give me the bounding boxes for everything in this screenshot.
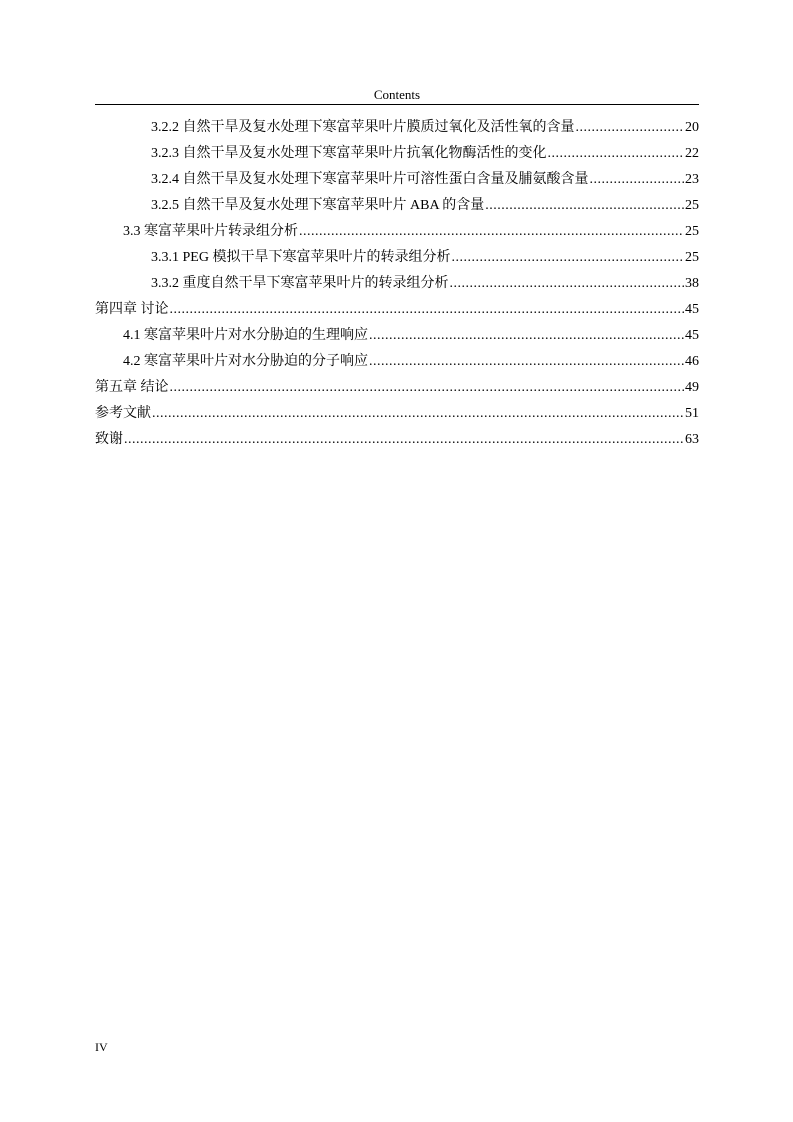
toc-entry-label: 3.2.4 自然干旱及复水处理下寒富苹果叶片可溶性蛋白含量及脯氨酸含量 (151, 172, 589, 187)
page-number: IV (95, 1040, 108, 1054)
toc-entry-label: 第五章 结论 (95, 380, 169, 395)
toc-leader-dots (369, 323, 684, 349)
toc-leader-dots (590, 167, 685, 193)
toc-entry-3-2-5[interactable] (95, 193, 699, 219)
toc-entry-label: 3.2.3 自然干旱及复水处理下寒富苹果叶片抗氧化物酶活性的变化 (151, 146, 547, 161)
toc-leader-dots (299, 219, 684, 245)
toc-leader-dots (369, 349, 684, 375)
toc-entry-3-2-2[interactable] (95, 115, 699, 141)
header-rule (95, 104, 699, 105)
toc-entry-label: 4.1 寒富苹果叶片对水分胁迫的生理响应 (123, 328, 368, 343)
toc-entry-chapter-4[interactable] (95, 297, 699, 323)
toc-entry-3-3-2[interactable] (95, 271, 699, 297)
toc-leader-dots (124, 427, 684, 453)
toc-entry-page: 23 (685, 172, 699, 187)
toc-entry-page: 51 (685, 406, 699, 421)
toc-entry-page: 45 (685, 302, 699, 317)
toc-entry-3-2-3[interactable] (95, 141, 699, 167)
toc-entry-label: 致谢 (95, 432, 123, 447)
toc-leader-dots (576, 115, 685, 141)
toc-entry-page: 22 (685, 146, 699, 161)
toc-entry-page: 49 (685, 380, 699, 395)
toc-leader-dots (451, 245, 684, 271)
toc-entry-label: 3.2.5 自然干旱及复水处理下寒富苹果叶片 ABA 的含量 (151, 198, 485, 213)
toc-entry-3-2-4[interactable] (95, 167, 699, 193)
toc-entry-label: 3.3.2 重度自然干旱下寒富苹果叶片的转录组分析 (151, 276, 449, 291)
toc-entry-page: 63 (685, 432, 699, 447)
toc-entry-label: 参考文献 (95, 406, 151, 421)
toc-entry-page: 25 (685, 250, 699, 265)
table-of-contents (95, 115, 699, 453)
toc-entry-page: 25 (685, 224, 699, 239)
toc-entry-page: 20 (685, 120, 699, 135)
toc-entry-page: 25 (685, 198, 699, 213)
toc-leader-dots (170, 297, 685, 323)
toc-entry-label: 3.3.1 PEG 模拟干旱下寒富苹果叶片的转录组分析 (151, 250, 451, 265)
toc-entry-page: 38 (685, 276, 699, 291)
toc-entry-acknowledgements[interactable] (95, 427, 699, 453)
toc-leader-dots (450, 271, 685, 297)
toc-entry-label: 第四章 讨论 (95, 302, 169, 317)
toc-leader-dots (548, 141, 685, 167)
toc-entry-label: 3.2.2 自然干旱及复水处理下寒富苹果叶片膜质过氧化及活性氧的含量 (151, 120, 575, 135)
running-header: Contents (373, 87, 421, 102)
toc-entry-4-2[interactable] (95, 349, 699, 375)
toc-leader-dots (152, 401, 684, 427)
toc-entry-3-3[interactable] (95, 219, 699, 245)
toc-entry-chapter-5[interactable] (95, 375, 699, 401)
toc-entry-3-3-1[interactable] (95, 245, 699, 271)
toc-entry-label: 3.3 寒富苹果叶片转录组分析 (123, 224, 298, 239)
toc-leader-dots (170, 375, 685, 401)
toc-entry-references[interactable] (95, 401, 699, 427)
toc-entry-page: 46 (685, 354, 699, 369)
toc-entry-4-1[interactable] (95, 323, 699, 349)
toc-entry-label: 4.2 寒富苹果叶片对水分胁迫的分子响应 (123, 354, 368, 369)
toc-leader-dots (485, 193, 684, 219)
toc-entry-page: 45 (685, 328, 699, 343)
